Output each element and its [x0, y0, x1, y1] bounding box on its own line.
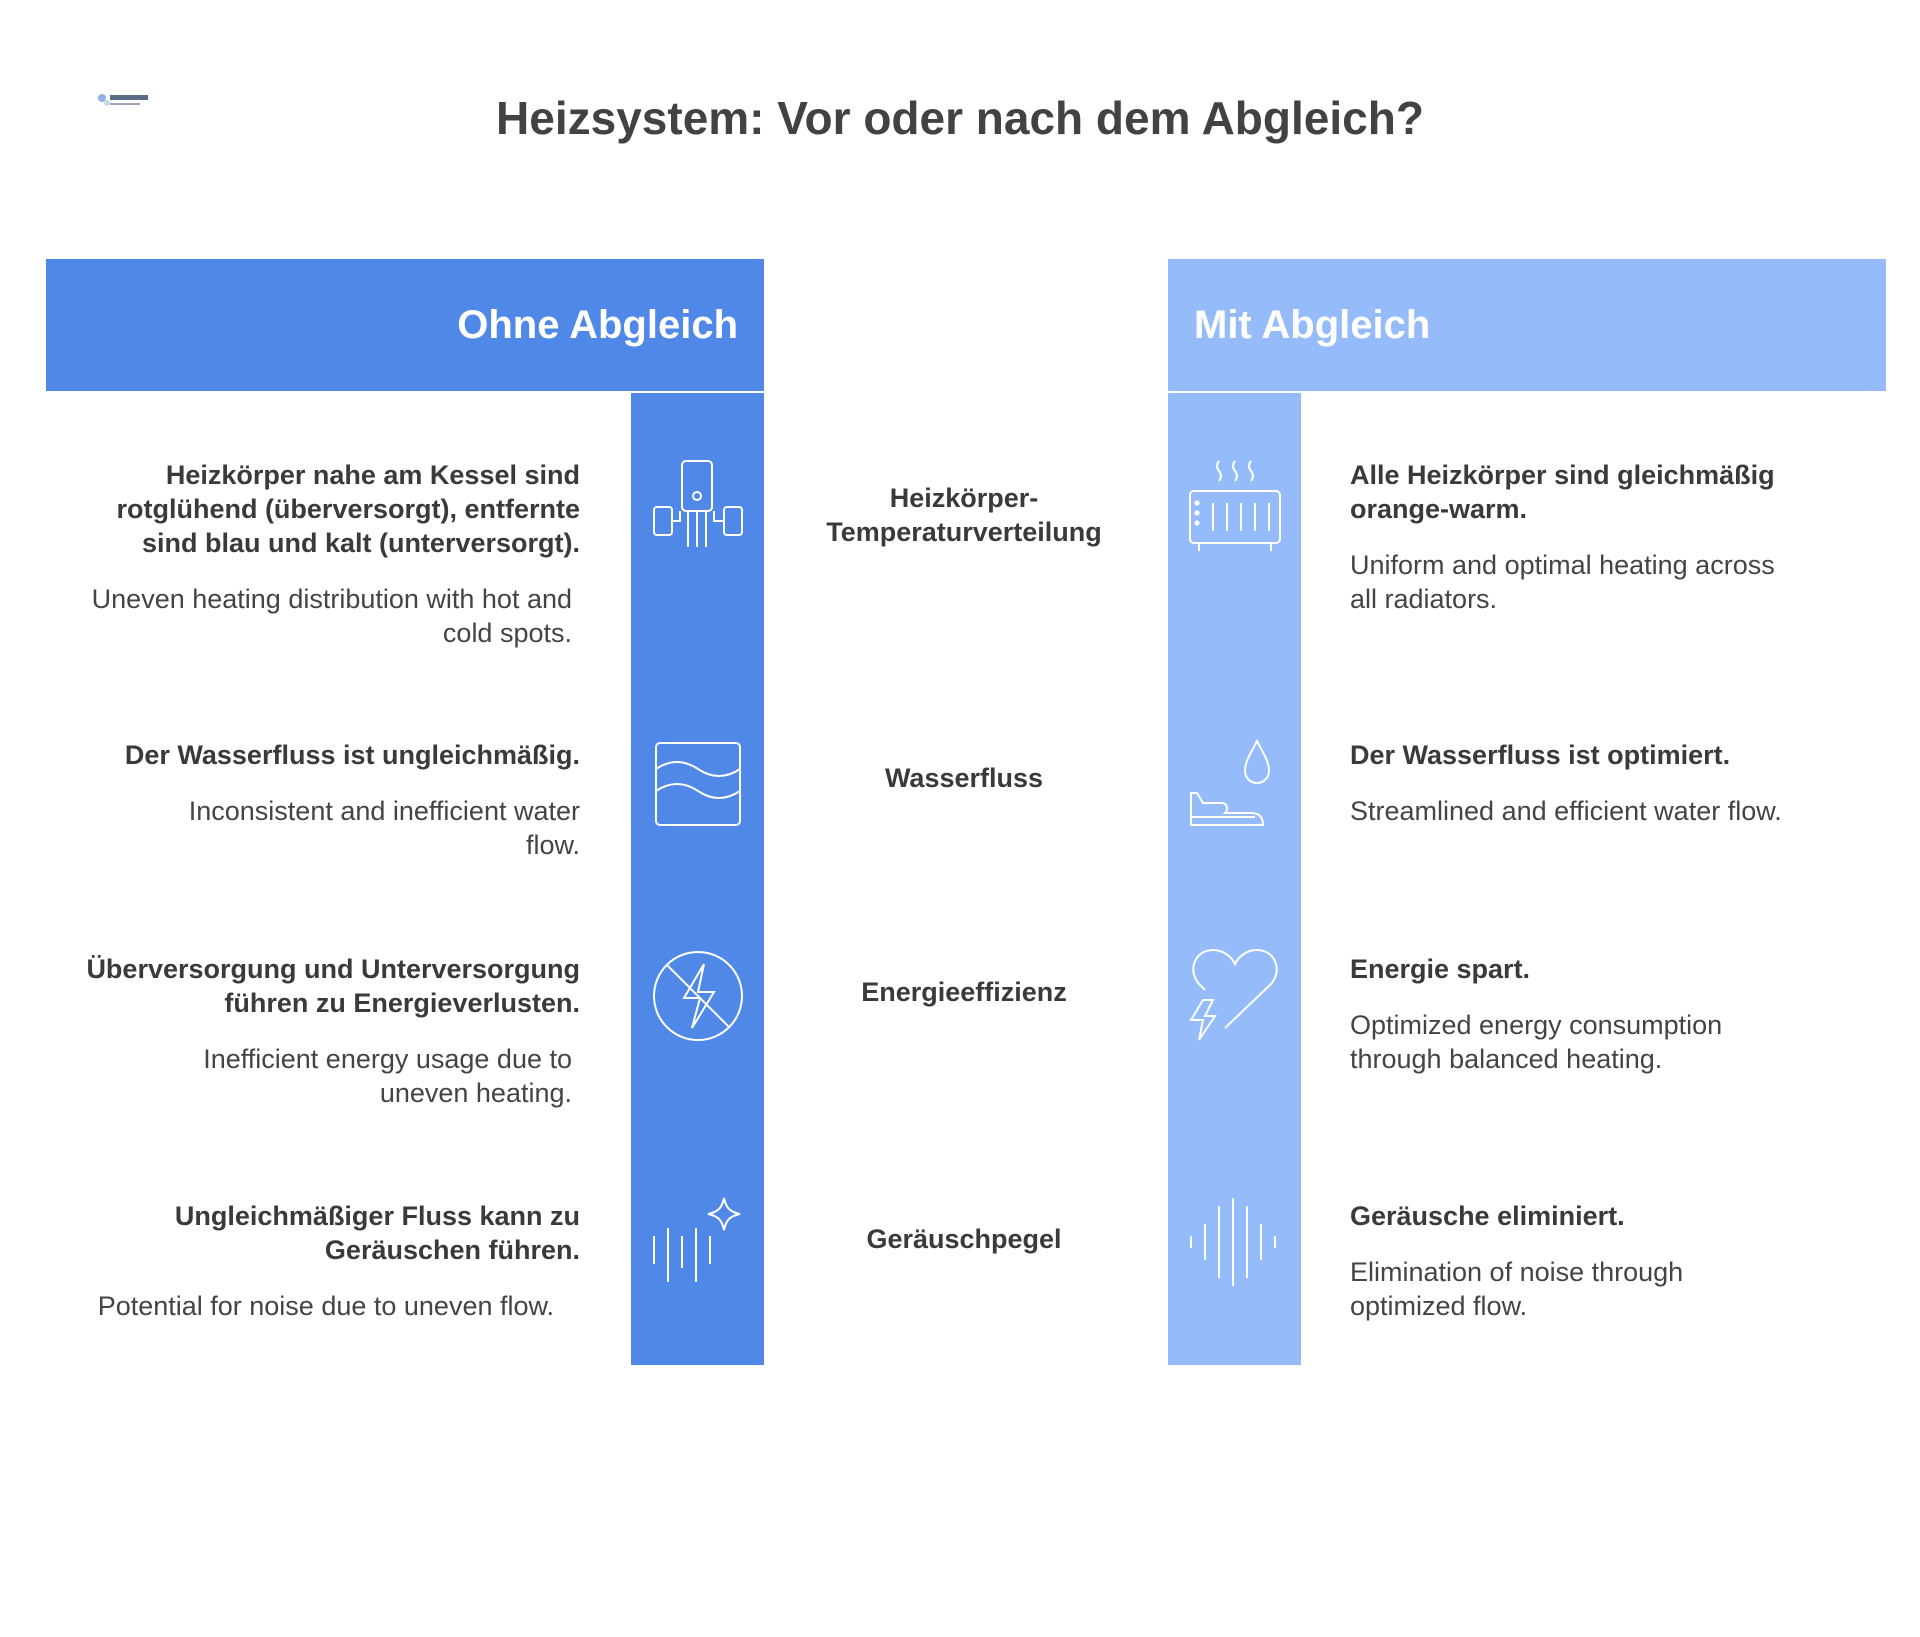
row1-right-block	[1350, 458, 1870, 616]
row1-left-bold: Heizkörper nahe am Kessel sind rotglühend (überversorgt), entfernte sind blau und kalt (unterversorgt).	[116, 460, 580, 558]
row2-right-bold: Der Wasserfluss ist optimiert.	[1350, 740, 1731, 770]
row2-right-text: Streamlined and efficient water flow.	[1350, 796, 1782, 826]
row2-left-text: Inconsistent and inefficient water flow.	[188, 796, 580, 860]
row2-right-block	[1350, 738, 1870, 828]
radiator-distribution-icon	[648, 455, 748, 555]
row2-category: Wasserfluss	[884, 763, 1044, 793]
row4-left-text: Potential for noise due to uneven flow.	[97, 1291, 554, 1321]
row4-category: Geräuschpegel	[866, 1224, 1062, 1254]
row2-left-bold: Der Wasserfluss ist ungleichmäßig.	[124, 740, 580, 770]
noise-sparkle-icon	[648, 1192, 748, 1292]
header-right-label: Mit Abgleich	[1194, 303, 1431, 347]
sound-wave-icon	[1185, 1192, 1285, 1292]
row1-left-text: Uneven heating distribution with hot and cold spots.	[91, 584, 572, 648]
row4-right-bold: Geräusche eliminiert.	[1350, 1201, 1625, 1231]
header-without-balancing	[46, 259, 764, 391]
heart-energy-icon	[1185, 946, 1285, 1046]
row4-right-block	[1350, 1199, 1870, 1323]
row1-category: Heizkörper- Temperaturverteilung	[826, 483, 1102, 547]
warm-radiator-icon	[1185, 455, 1285, 555]
water-drop-hand-icon	[1185, 733, 1285, 833]
page-title: Heizsystem: Vor oder nach dem Abgleich?	[496, 92, 1424, 144]
row3-right-bold: Energie spart.	[1350, 954, 1531, 984]
row1-left-block	[60, 458, 580, 650]
row2-left-block	[60, 738, 580, 862]
row4-left-block	[60, 1199, 580, 1323]
row4-left-bold: Ungleichmäßiger Fluss kann zu Geräuschen führen.	[174, 1201, 580, 1265]
row1-right-text: Uniform and optimal heating across all radiators.	[1350, 550, 1775, 614]
row3-left-text: Inefficient energy usage due to uneven heating.	[203, 1044, 572, 1108]
row3-left-bold: Überversorgung und Unterversorgung führen zu Energieverlusten.	[86, 954, 580, 1018]
no-energy-icon	[648, 946, 748, 1046]
row1-right-bold: Alle Heizkörper sind gleichmäßig orange-warm.	[1350, 460, 1775, 524]
wavy-water-icon	[648, 733, 748, 833]
row3-category: Energieeffizienz	[861, 977, 1067, 1007]
row3-right-block	[1350, 952, 1870, 1076]
header-with-balancing	[1168, 259, 1886, 391]
header-left-label: Ohne Abgleich	[457, 303, 738, 347]
row4-right-text: Elimination of noise through optimized flow.	[1350, 1257, 1684, 1321]
row3-right-text: Optimized energy consumption through balanced heating.	[1350, 1010, 1723, 1074]
row3-left-block	[60, 952, 580, 1110]
